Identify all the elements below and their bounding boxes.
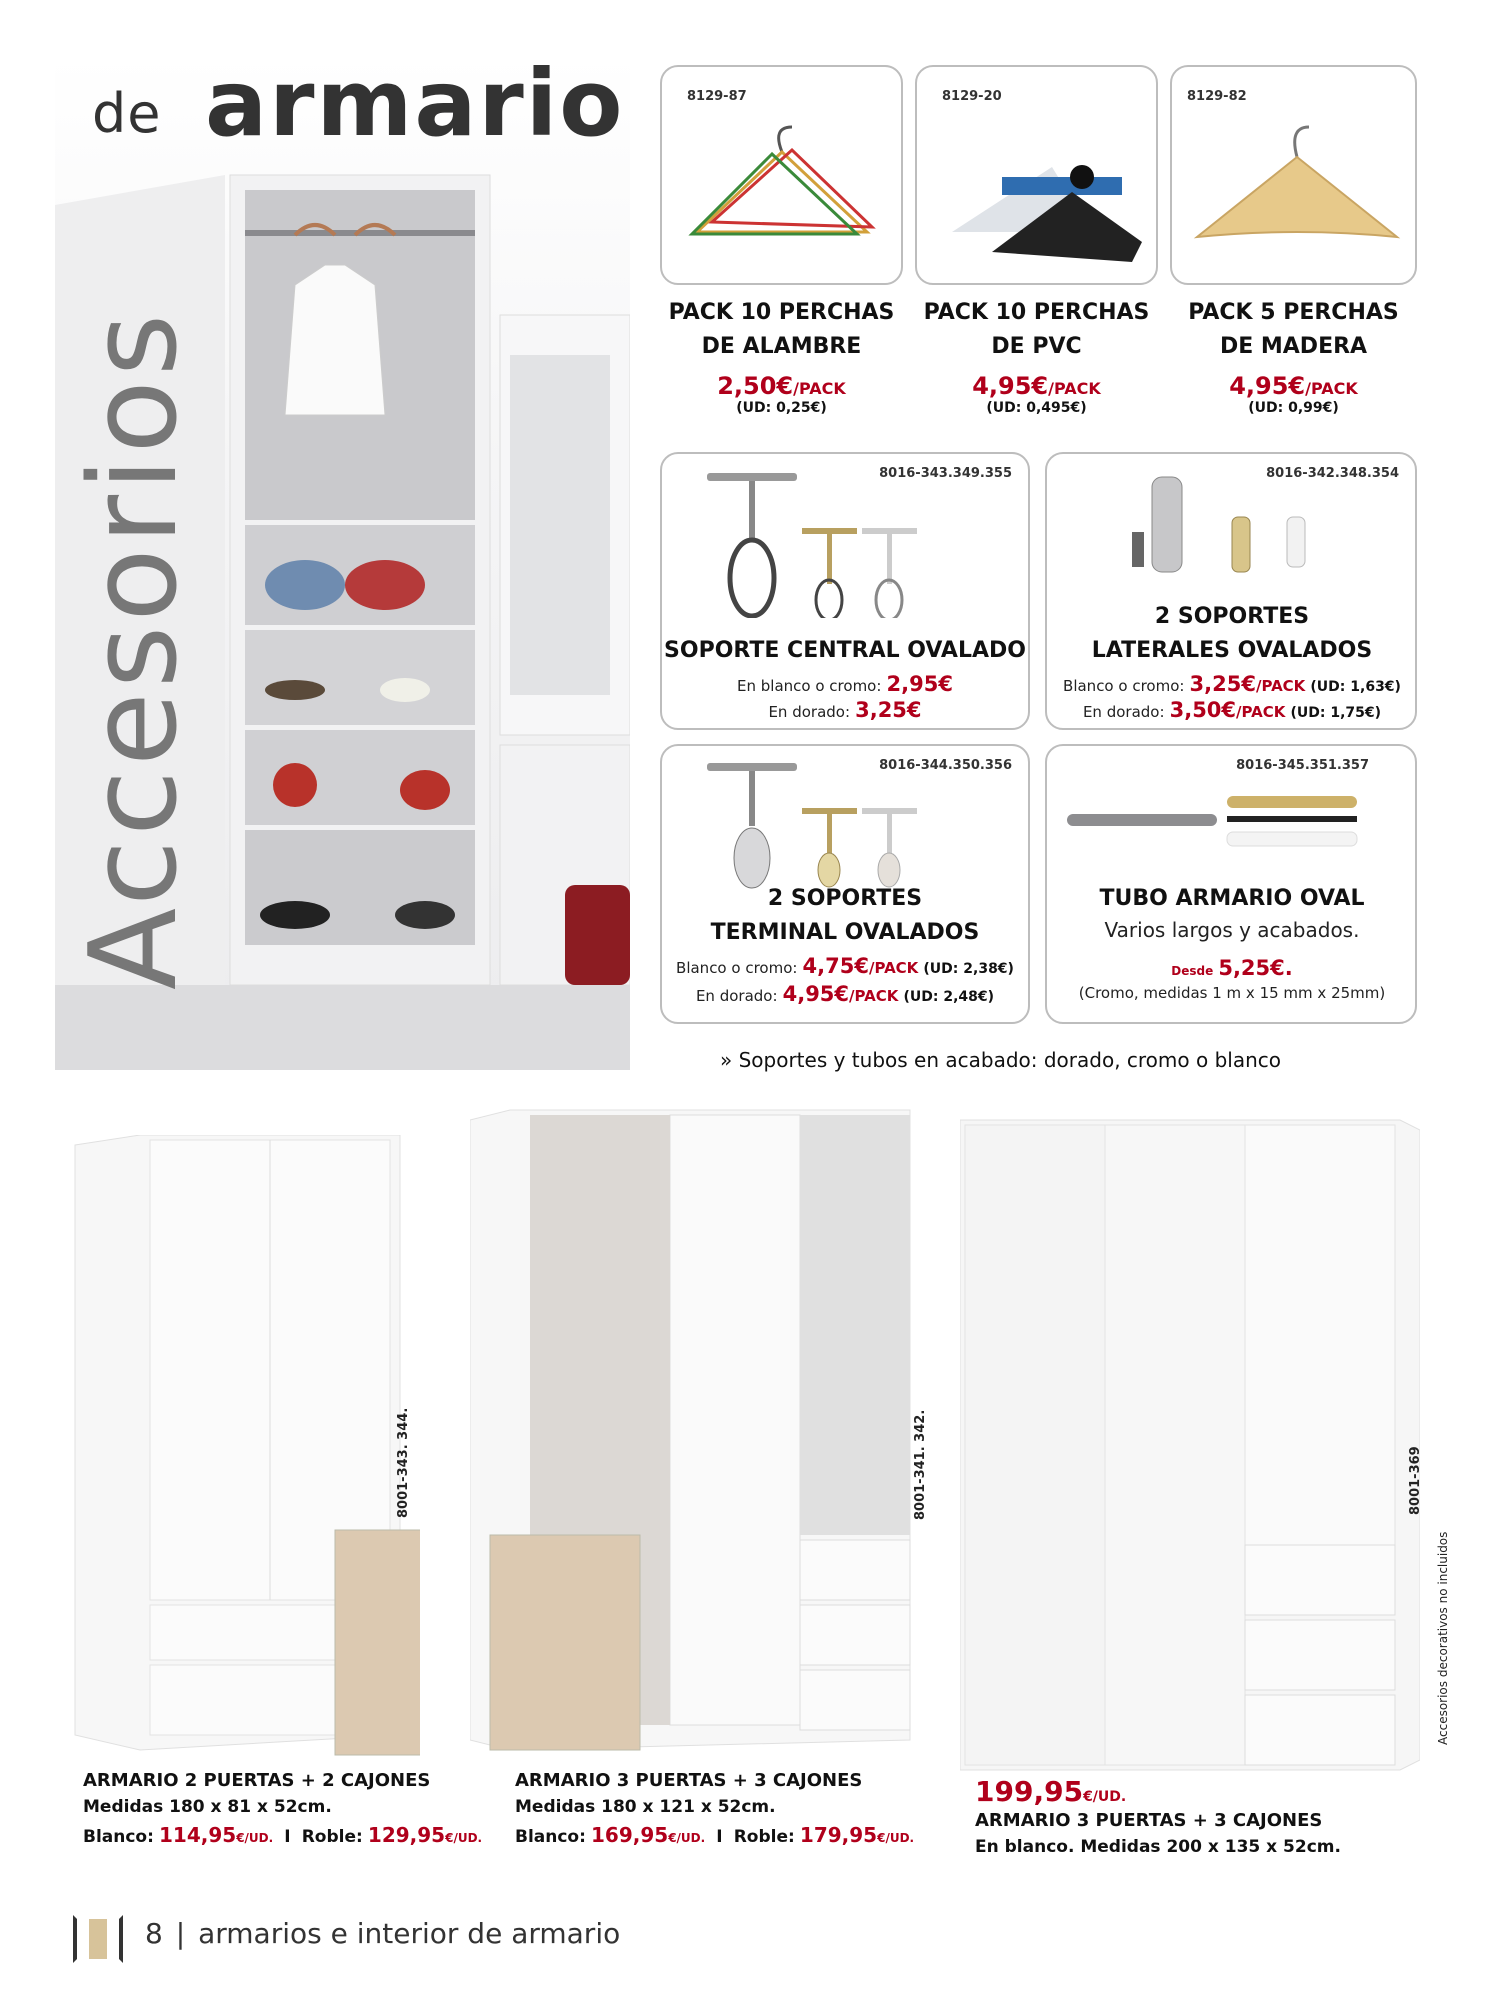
tubo-price: Desde 5,25€. [1171,956,1293,980]
hanger-card-pvc [915,65,1158,285]
support-central-price-1: En blanco o cromo: 2,95€ [737,672,953,696]
support-laterales-price-2: En dorado: 3,50€/PACK (UD: 1,75€) [1082,698,1382,722]
support-laterales-card [1045,452,1417,730]
product-code: 8016-343.349.355 [879,466,1012,481]
wardrobe-3-doors-white-image [960,1100,1420,1790]
support-laterales-price-1: Blanco o cromo: 3,25€/PACK (UD: 1,63€) [1063,672,1401,696]
support-central-name: SOPORTE CENTRAL OVALADO [664,638,1026,663]
price-wood: 4,95€/PACK (UD: 0,99€) [1229,372,1358,416]
wooden-hanger-icon [1187,112,1407,277]
wardrobe-3-doors-image [470,1100,920,1755]
support-terminal-price-2: En dorado: 4,95€/PACK (UD: 2,48€) [695,982,995,1006]
tubo-card [1045,744,1417,1024]
product-name-pvc: PACK 10 PERCHAS DE PVC [923,300,1150,359]
price-pvc: 4,95€/PACK (UD: 0,495€) [972,372,1101,416]
product-code: 8016-345.351.357 [1236,758,1369,773]
page-number: 8 [145,1917,163,1950]
product-code: 8129-20 [942,89,1002,104]
pvc-hanger-icon [932,112,1147,277]
product-name-wire: PACK 10 PERCHAS DE ALAMBRE [668,300,895,359]
support-laterales-name: 2 SOPORTES LATERALES OVALADOS [1091,604,1373,663]
side-note: Accesorios decorativos no incluidos [1436,1531,1450,1745]
support-central-card [660,452,1030,730]
tubo-sub: Varios largos y acabados. [1104,918,1360,942]
wardrobe-code-3: 8001-369 [1408,1446,1423,1515]
wire-hanger-icon [682,122,882,272]
wardrobe-info-1: ARMARIO 2 PUERTAS + 2 CAJONES Medidas 180 x 81 x 52cm. Blanco: 114,95€/UD. I Roble: 129,95€/UD. [83,1770,483,1847]
product-code: 8016-344.350.356 [879,758,1012,773]
product-code: 8016-342.348.354 [1266,466,1399,481]
hanger-card-wood [1170,65,1417,285]
tube-icon [1067,786,1397,866]
support-central-price-2: En dorado: 3,25€ [768,698,922,722]
footer: 8 | armarios e interior de armario [145,1917,621,1950]
tubo-note: (Cromo, medidas 1 m x 15 mm x 25mm) [1078,984,1386,1002]
wardrobe-2-doors-image [70,1135,420,1765]
support-terminal-price-1: Blanco o cromo: 4,75€/PACK (UD: 2,38€) [676,954,1014,978]
title-de: de [92,82,162,145]
wardrobe-code-1: 8001-343. 344. [396,1407,411,1518]
product-code: 8129-82 [1187,89,1247,104]
footer-section: armarios e interior de armario [198,1917,621,1950]
hanger-card-wire [660,65,903,285]
product-name-wood: PACK 5 PERCHAS DE MADERA [1188,300,1399,359]
lateral-support-icon [1132,472,1332,582]
finish-note: » Soportes y tubos en acabado: dorado, cromo o blanco [720,1048,1282,1072]
price-wire: 2,50€/PACK (UD: 0,25€) [717,372,846,416]
tubo-name: TUBO ARMARIO OVAL [1099,886,1365,911]
support-terminal-card [660,744,1030,1024]
product-code: 8129-87 [687,89,747,104]
terminal-support-icon [707,758,937,898]
wardrobe-info-2: ARMARIO 3 PUERTAS + 3 CAJONES Medidas 180 x 121 x 52cm. Blanco: 169,95€/UD. I Roble: 179,95€/UD. [515,1770,915,1847]
vertical-title: Accesorios [65,309,204,990]
wardrobe-info-3: 199,95€/UD. ARMARIO 3 PUERTAS + 3 CAJONES En blanco. Medidas 200 x 135 x 52cm. [975,1775,1341,1857]
wardrobe-code-2: 8001-341. 342. [913,1409,928,1520]
support-terminal-name: 2 SOPORTES TERMINAL OVALADOS [710,886,980,945]
footer-logo-icon [73,1915,123,1963]
title-armario: armario [205,50,625,157]
central-support-icon [707,468,937,618]
